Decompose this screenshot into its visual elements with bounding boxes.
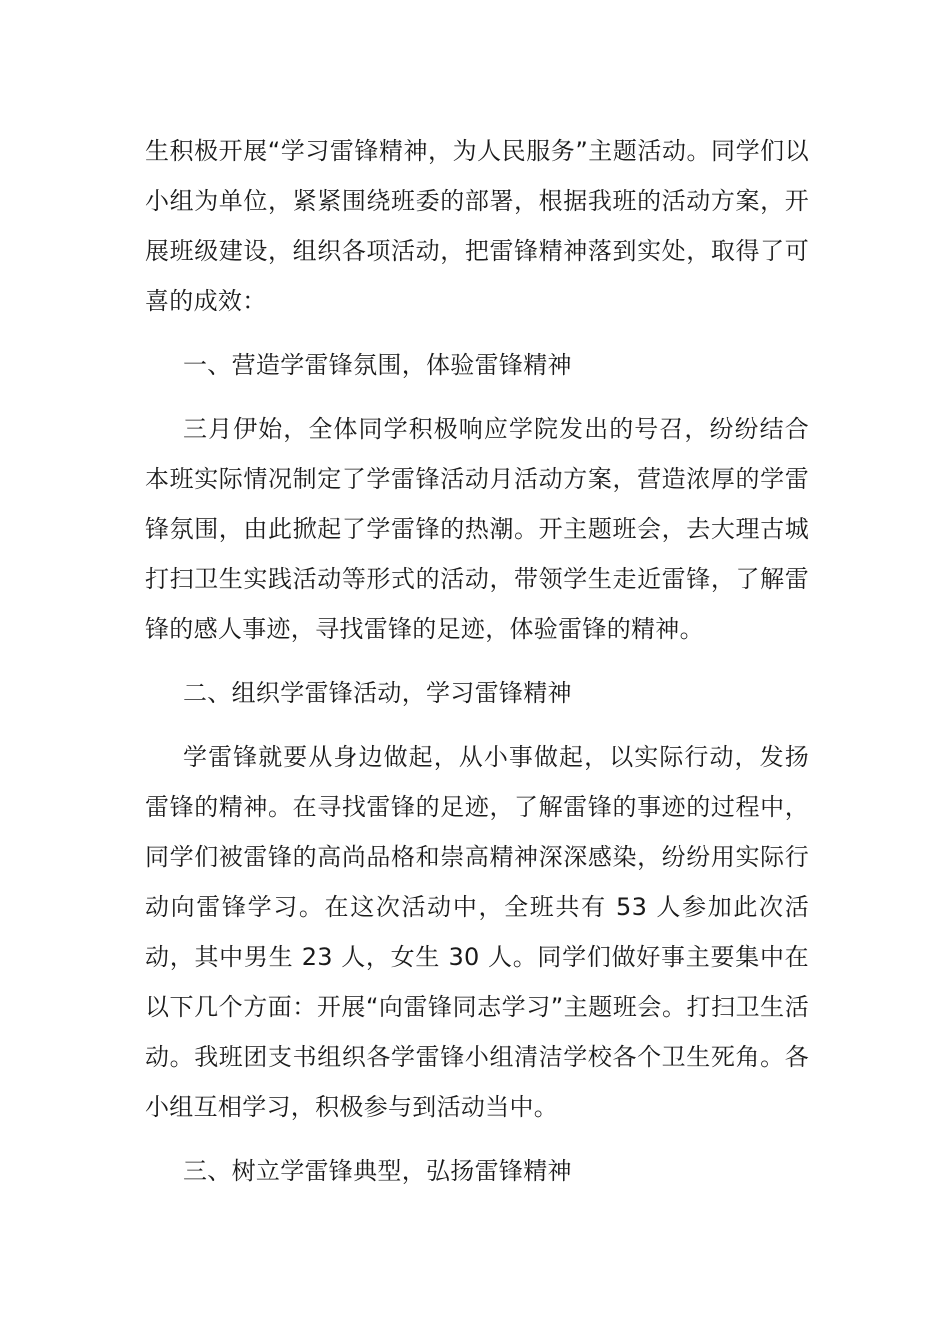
document-body <box>145 126 809 1210</box>
section-heading: 三、树立学雷锋典型，弘扬雷锋精神 <box>183 1157 572 1185</box>
section-heading: 一、营造学雷锋氛围，体验雷锋精神 <box>183 351 572 379</box>
section-heading: 二、组织学雷锋活动，学习雷锋精神 <box>183 679 572 707</box>
body-paragraph: 三月伊始，全体同学积极响应学院发出的号召，纷纷结合本班实际情况制定了学雷锋活动月活动方案，营造浓厚的学雷锋氛围，由此掀起了学雷锋的热潮。开主题班会，去大理古城打扫卫生实践活动等形式的活动，带领学生走近雷锋，了解雷锋的感人事迹，寻找雷锋的足迹，体验雷锋的精神。 <box>145 415 809 643</box>
body-paragraph: 学雷锋就要从身边做起，从小事做起，以实际行动，发扬雷锋的精神。在寻找雷锋的足迹，了解雷锋的事迹的过程中，同学们被雷锋的高尚品格和崇高精神深深感染，纷纷用实际行动向雷锋学习。在这次活动中，全班共有 53 人参加此次活动，其中男生 23 人，女生 30 人。同学们做好事主要集中在以下几个方面：开展“向雷锋同志学习”主题班会。打扫卫生活动。我班团支书组织各学雷锋小组清洁学校各个卫生死角。各小组互相学习，积极参与到活动当中。 <box>145 743 809 1121</box>
body-paragraph: 生积极开展“学习雷锋精神，为人民服务”主题活动。同学们以小组为单位，紧紧围绕班委的部署，根据我班的活动方案，开展班级建设，组织各项活动，把雷锋精神落到实处，取得了可喜的成效： <box>145 137 809 315</box>
